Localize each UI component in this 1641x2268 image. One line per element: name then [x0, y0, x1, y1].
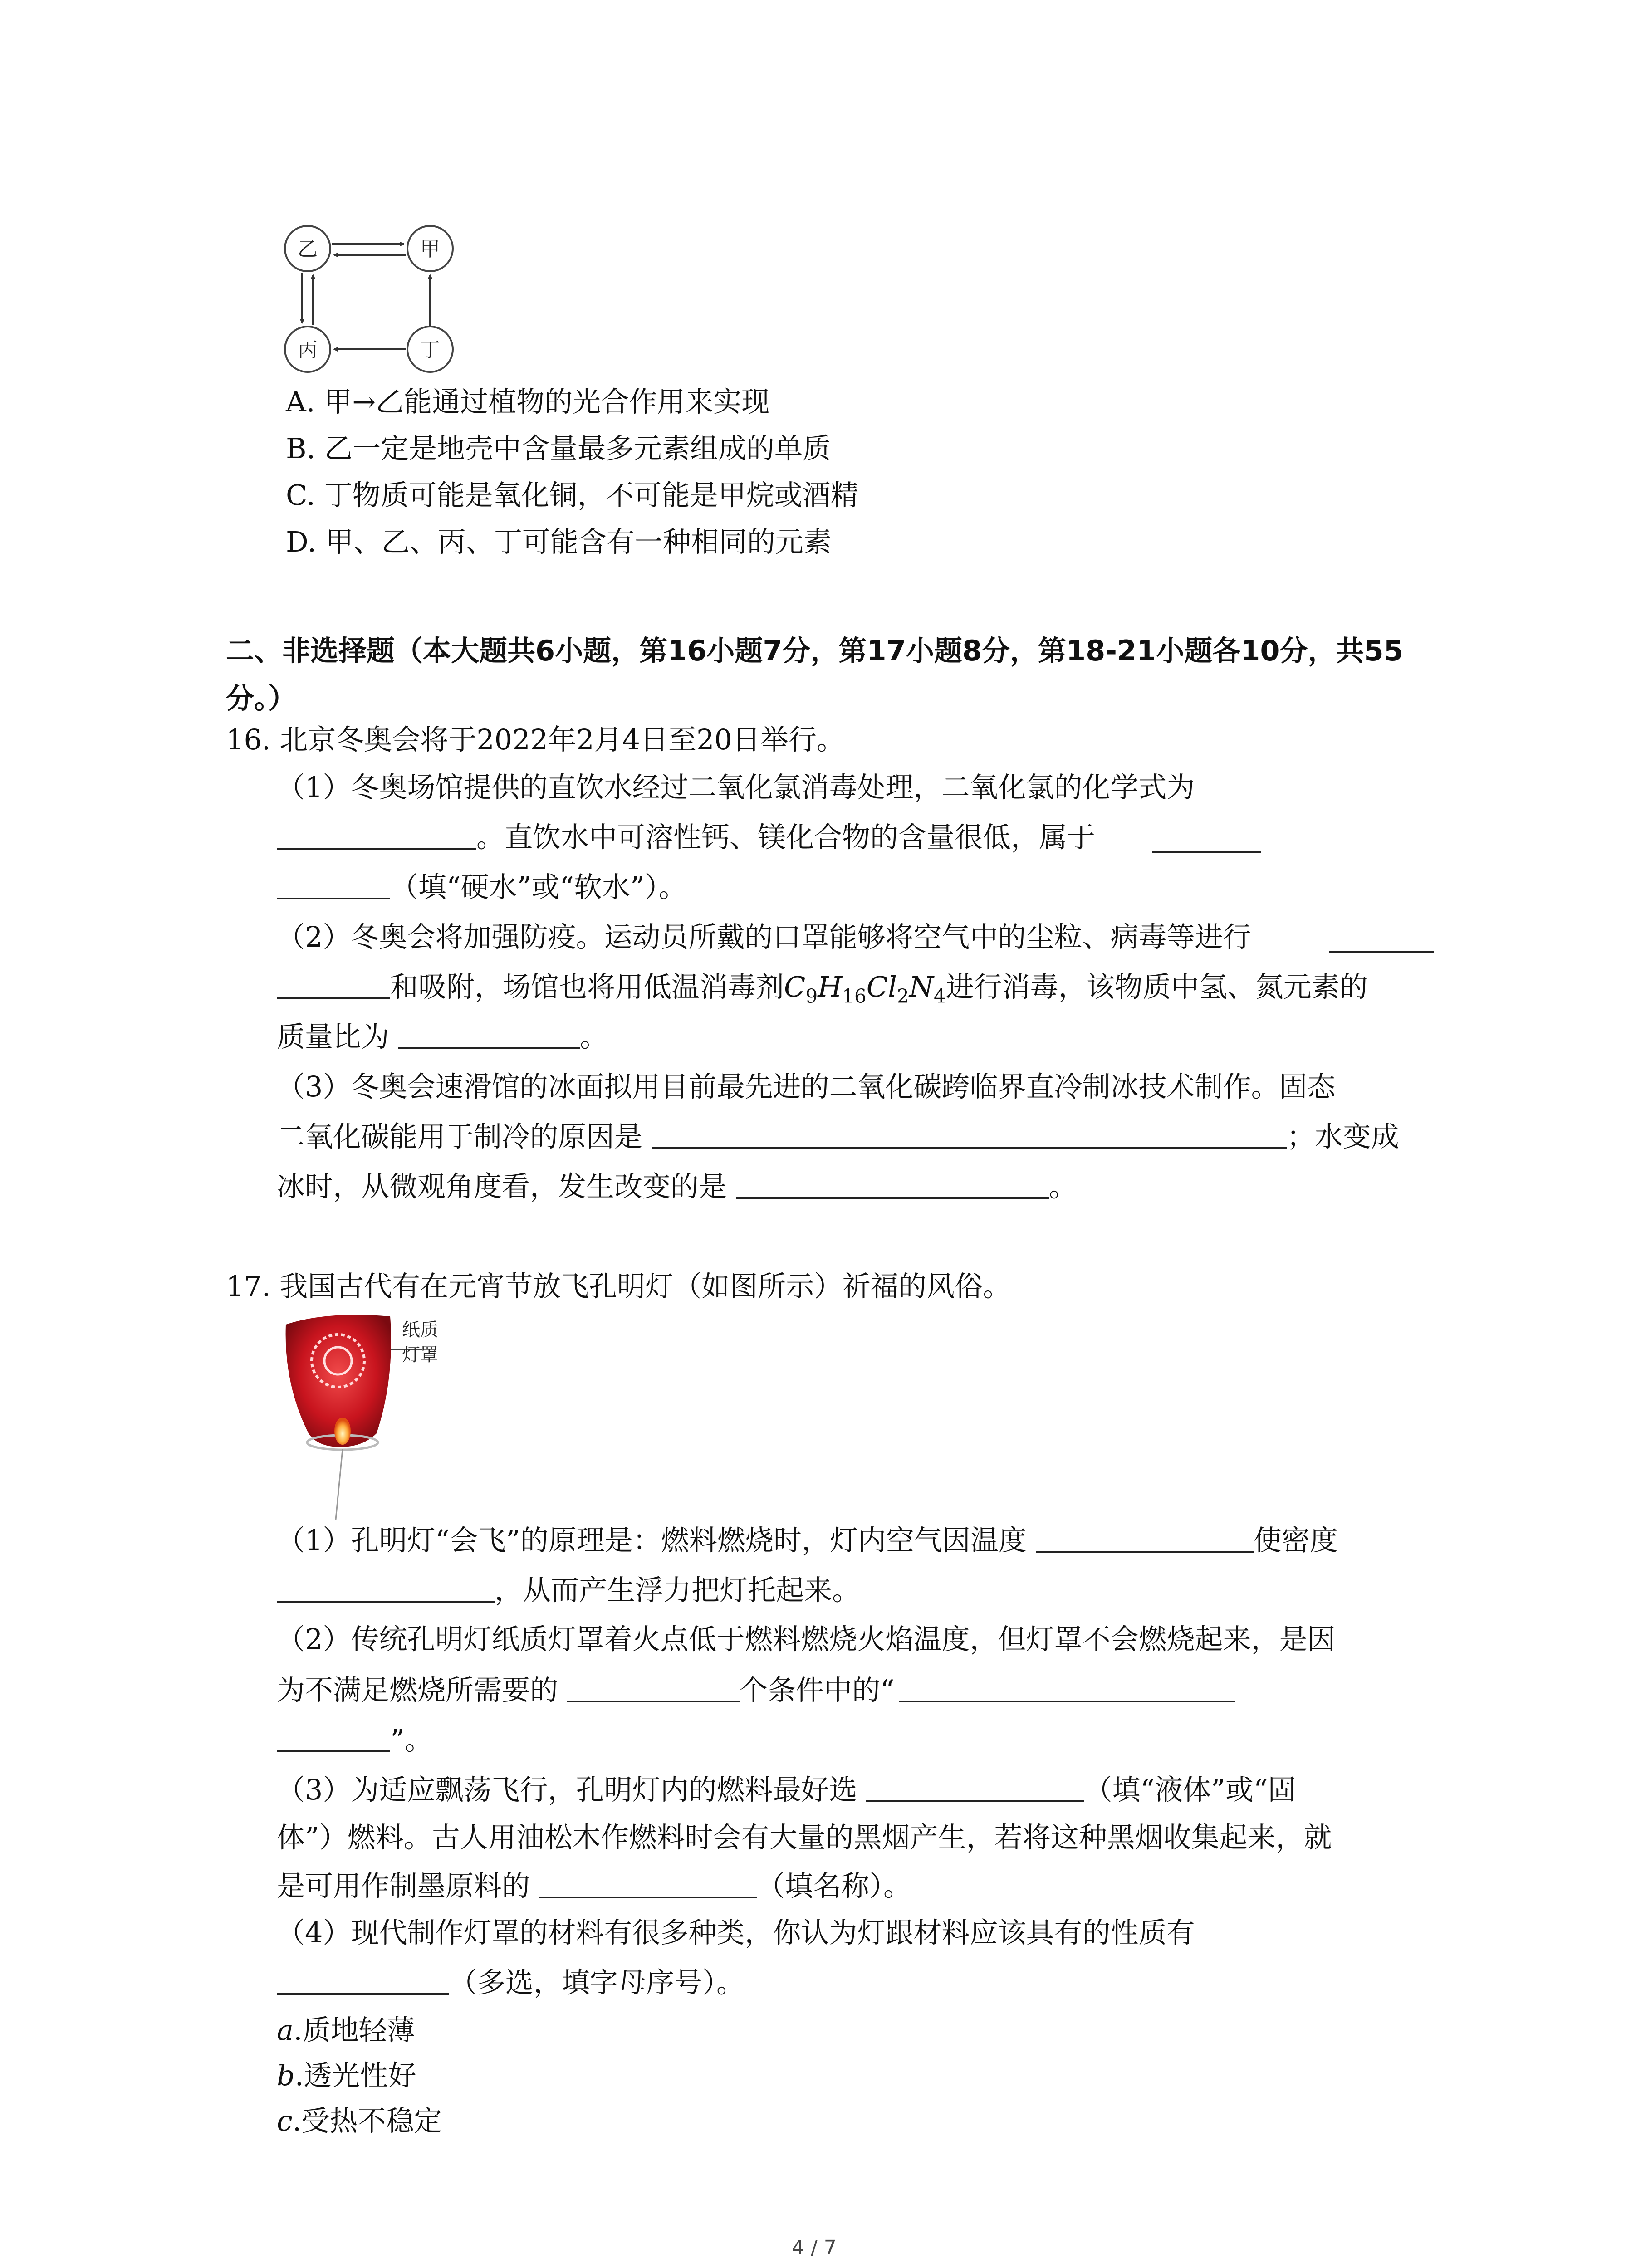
q17-part4-line1: （4）现代制作灯罩的材料有很多种类，你认为灯跟材料应该具有的性质有 — [277, 1916, 1195, 1949]
q17-part1-text2: 使密度 — [1253, 1524, 1338, 1557]
q15-option-c: C. 丁物质可能是氧化铜，不可能是甲烷或酒精 — [286, 479, 859, 512]
q17-blank-condition-b[interactable] — [277, 1725, 390, 1752]
q16-blank-water-type-a[interactable] — [1152, 826, 1261, 853]
q17-blank-condition-a[interactable] — [899, 1675, 1235, 1702]
q17-part3-line3 — [277, 1870, 911, 1902]
q16-part2-text4: 质量比为 — [277, 1020, 390, 1053]
page-number: 4 / 7 — [792, 2236, 837, 2259]
q16-part1-text2: 。直饮水中可溶性钙、镁化合物的含量很低，属于 — [476, 821, 1096, 854]
lantern-label-line1: 纸质 — [402, 1320, 438, 1340]
q16-part3-text3: ；水变成 — [1287, 1120, 1400, 1153]
q17-part3-text4: （填名称）。 — [757, 1869, 912, 1902]
q16-part3-text2: 二氧化碳能用于制冷的原因是 — [277, 1120, 643, 1153]
q16-stem: 16. 北京冬奥会将于2022年2月4日至20日举行。 — [226, 723, 845, 756]
q17-part2-line3 — [277, 1724, 433, 1756]
q15-option-a: A. 甲→乙能通过植物的光合作用来实现 — [286, 385, 770, 418]
section2-title-line2: 分。） — [226, 682, 297, 715]
q16-blank-mass-ratio[interactable] — [398, 1022, 580, 1049]
q17-blank-density[interactable] — [277, 1575, 495, 1603]
q16-blank-water-type-b[interactable] — [277, 872, 390, 899]
q16-part2-line1: （2）冬奥会将加强防疫。运动员所戴的口罩能够将空气中的尘粒、病毒等进行 — [277, 920, 1251, 953]
q16-part3-line2 — [277, 1120, 1399, 1153]
q17-part3-text2: （填“液体”或“固 — [1084, 1773, 1296, 1806]
q17-part2-text3: 个条件中的“ — [740, 1673, 895, 1706]
q15-option-d: D. 甲、乙、丙、丁可能含有一种相同的元素 — [286, 525, 832, 558]
q17-part1-line1 — [277, 1524, 1338, 1557]
q16-part3-text4: 冰时，从微观角度看，发生改变的是 — [277, 1170, 727, 1203]
q16-disinfectant-formula: $C_9H_{16}Cl_2N_4$ — [784, 970, 946, 1007]
q16-part2-text2: 和吸附，场馆也将用低温消毒剂 — [390, 970, 784, 1003]
q16-part3-end: 。 — [1049, 1170, 1078, 1203]
q16-blank-formula[interactable] — [277, 822, 476, 850]
q16-part1-text3: （填“硬水”或“软水”）。 — [390, 870, 687, 904]
q16-blank-micro-change[interactable] — [736, 1172, 1049, 1199]
q17-part3-line1 — [277, 1774, 1296, 1806]
node-ding-label: 丁 — [420, 338, 440, 362]
q16-blank-cooling-reason[interactable] — [652, 1122, 1287, 1149]
q16-part2-text3: 进行消毒，该物质中氢、氮元素的 — [945, 970, 1368, 1003]
q16-part3-line1: （3）冬奥会速滑馆的冰面拟用目前最先进的二氧化碳跨临界直冷制冰技术制作。固态 — [277, 1070, 1336, 1103]
q17-part3-line2: 体”）燃料。古人用油松木作燃料时会有大量的黑烟产生，若将这种黑烟收集起来，就 — [277, 1821, 1332, 1854]
q15-option-b: B. 乙一定是地壳中含量最多元素组成的单质 — [286, 432, 831, 465]
q16-blank-filter-b[interactable] — [277, 972, 390, 999]
element-cycle-diagram — [272, 213, 472, 386]
node-bing-label: 丙 — [298, 338, 318, 362]
q17-part2-end: ”。 — [390, 1723, 433, 1756]
section2-title-line1: 二、非选择题（本大题共6小题，第16小题7分，第17小题8分，第18-21小题各10分，共55 — [226, 634, 1403, 667]
q17-part1-text3: ，从而产生浮力把灯托起来。 — [495, 1574, 861, 1607]
q17-blank-temperature[interactable] — [1036, 1525, 1254, 1553]
q16-part2-end: 。 — [580, 1020, 608, 1053]
q17-blank-ink-material[interactable] — [539, 1871, 757, 1898]
sky-lantern-figure — [272, 1311, 463, 1529]
q17-stem: 17. 我国古代有在元宵节放飞孔明灯（如图所示）祈福的风俗。 — [226, 1270, 1011, 1303]
q17-part3-text1: （3）为适应飘荡飞行，孔明灯内的燃料最好选 — [277, 1773, 857, 1806]
lantern-label-line2: 灯罩 — [402, 1344, 438, 1365]
q17-part4-line2 — [277, 1966, 745, 1999]
q17-blank-fuel-state[interactable] — [866, 1775, 1084, 1802]
node-jia-label: 甲 — [420, 238, 440, 261]
q17-part1-line2 — [277, 1574, 860, 1607]
q16-part2-line2 — [277, 971, 1368, 1012]
q17-option-c: c.受热不稳定 — [277, 2104, 442, 2137]
q16-blank-filter-a[interactable] — [1329, 925, 1434, 953]
q16-part2-line3 — [277, 1021, 608, 1053]
q17-option-a: a.质地轻薄 — [277, 2014, 415, 2047]
node-yi-label: 乙 — [298, 238, 318, 261]
q16-part1-line2 — [277, 821, 1095, 854]
q17-part4-text2: （多选，填字母序号）。 — [449, 1966, 745, 1999]
q16-part1-line1: （1）冬奥场馆提供的直饮水经过二氧化氯消毒处理，二氧化氯的化学式为 — [277, 771, 1195, 804]
q17-part2-text2: 为不满足燃烧所需要的 — [277, 1673, 558, 1706]
q16-part3-line3 — [277, 1170, 1077, 1203]
q17-part2-line1: （2）传统孔明灯纸质灯罩着火点低于燃料燃烧火焰温度，但灯罩不会燃烧起来，是因 — [277, 1623, 1336, 1656]
lantern-string — [336, 1449, 343, 1520]
q17-part1-text1: （1）孔明灯“会飞”的原理是：燃料燃烧时，灯内空气因温度 — [277, 1524, 1027, 1557]
q17-option-b: b.透光性好 — [277, 2059, 416, 2092]
flame-icon — [334, 1418, 351, 1445]
q17-part3-text3: 是可用作制墨原料的 — [277, 1869, 530, 1902]
q17-part2-line2 — [277, 1674, 1235, 1706]
q16-part1-line3 — [277, 871, 687, 904]
q17-blank-condition-count[interactable] — [567, 1675, 740, 1702]
q17-blank-properties[interactable] — [277, 1968, 449, 1995]
